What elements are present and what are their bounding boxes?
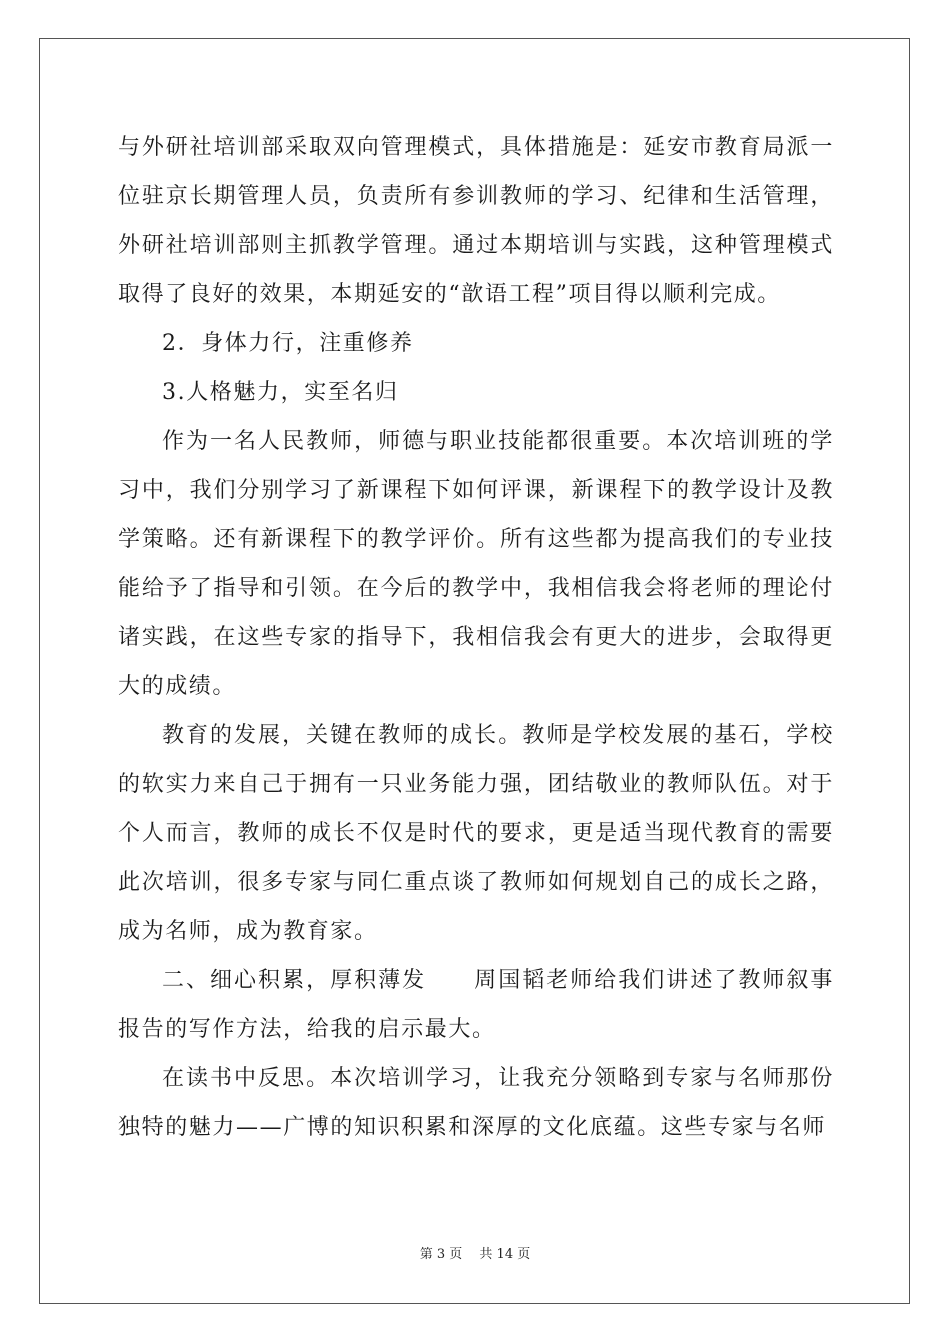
paragraph-item-2: 2．身体力行，注重修养 xyxy=(162,331,414,356)
paragraph-reading-reflection: 在读书中反思。本次培训学习，让我充分领略到专家与名师那份独特的魅力——广博的知识积累和深厚的文化底蕴。这些专家与名师 xyxy=(118,1066,834,1140)
paragraph-teacher-skills: 作为一名人民教师，师德与职业技能都很重要。本次培训班的学习中，我们分别学习了新课程下如何评课，新课程下的教学设计及教学策略。还有新课程下的教学评价。所有这些都为提高我们的专业技能给予了指导和引领。在今后的教学中，我相信我会将老师的理论付诸实践，在这些专家的指导下，我相信我会有更大的进步，会取得更大的成绩。 xyxy=(118,429,834,699)
paragraph-teacher-growth: 教育的发展，关键在教师的成长。教师是学校发展的基石，学校的软实力来自己于拥有一只业务能力强，团结敬业的教师队伍。对于个人而言，教师的成长不仅是时代的要求，更是适当现代教育的需要此次培训，很多专家与同仁重点谈了教师如何规划自己的成长之路，成为名师，成为教育家。 xyxy=(118,723,834,944)
document-body xyxy=(118,123,834,1152)
paragraph-item-3: 3.人格魅力，实至名归 xyxy=(162,380,399,405)
paragraph-section-two: 二、细心积累，厚积薄发 周国韬老师给我们讲述了教师叙事报告的写作方法，给我的启示最大。 xyxy=(118,968,834,1042)
page-number-footer: 第 3 页 共 14 页 xyxy=(419,1247,531,1262)
paragraph-continuation: 与外研社培训部采取双向管理模式，具体措施是：延安市教育局派一位驻京长期管理人员，负责所有参训教师的学习、纪律和生活管理，外研社培训部则主抓教学管理。通过本期培训与实践，这种管理模式取得了良好的效果，本期延安的“歆语工程”项目得以顺利完成。 xyxy=(118,135,834,307)
